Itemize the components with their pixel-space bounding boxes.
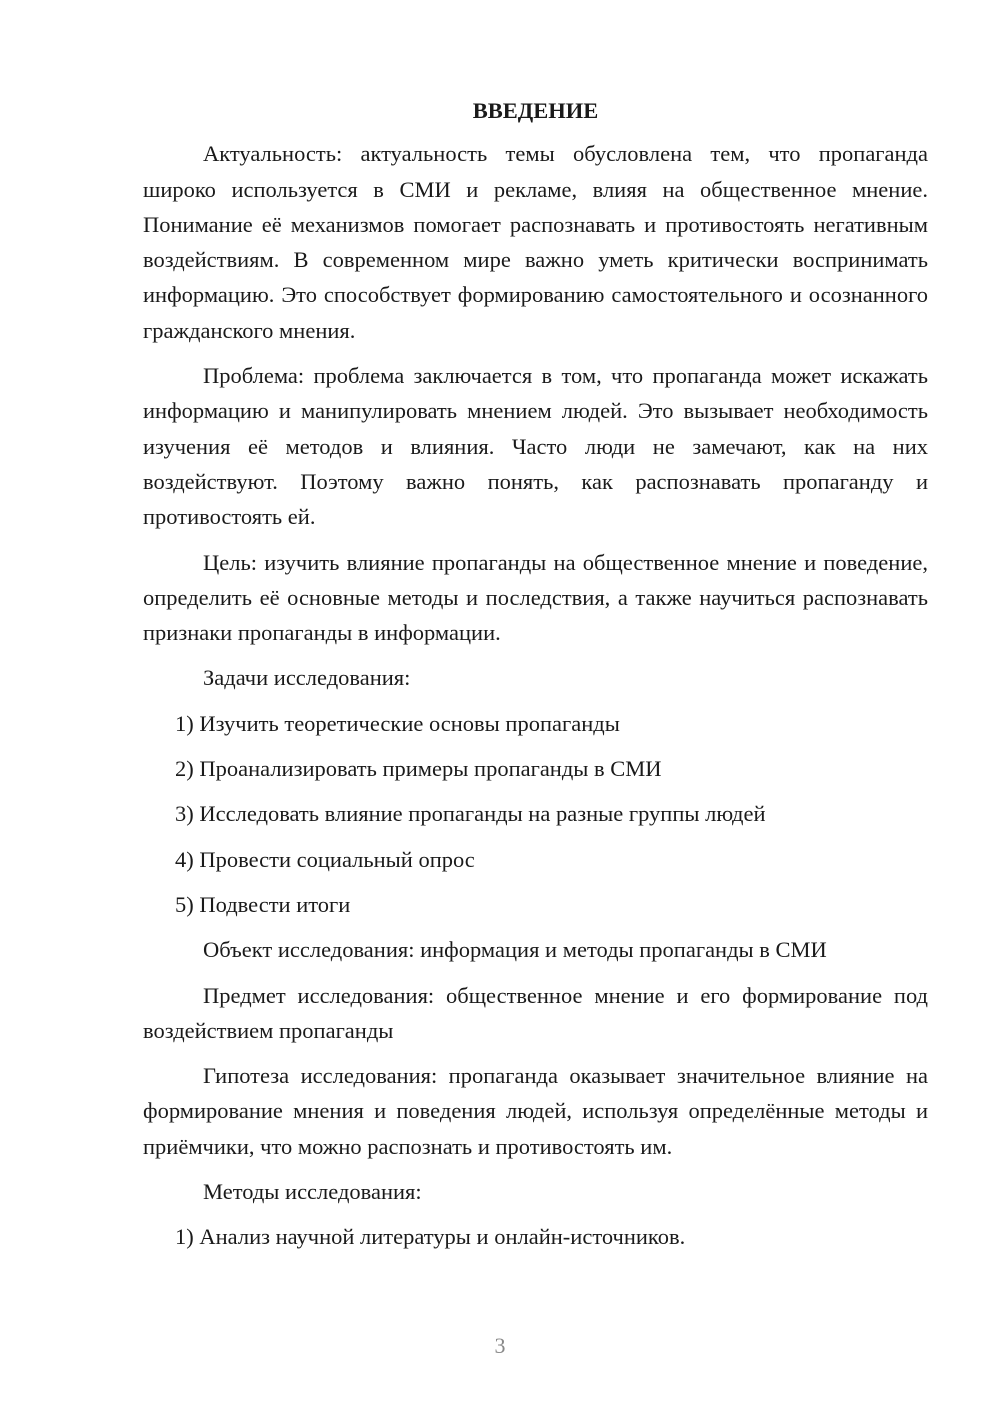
tasks-label: Задачи исследования: [203, 665, 411, 691]
relevance-paragraph: Актуальность: актуальность темы обусловлена тем, что пропаганда широко используется в СМИ и рекламе, влияя на общественное мнение. Понимание её механизмов помогает распознавать и противостоять негативным воздействиям. В современном мире важно уметь критически воспринимать информацию. Это способствует формированию самостоятельного и осознанного гражданского мнения. [143, 141, 928, 343]
methods-list [143, 1219, 928, 1254]
list-item: 5) Подвести итоги [175, 891, 351, 917]
tasks-list [143, 706, 928, 922]
goal-paragraph: Цель: изучить влияние пропаганды на общественное мнение и поведение, определить её основные методы и последствия, а также научиться распознавать признаки пропаганды в информации. [143, 549, 928, 646]
page-title: ВВЕДЕНИЕ [472, 98, 599, 123]
page-number: 3 [494, 1333, 506, 1358]
page-content [143, 93, 928, 1265]
methods-label: Методы исследования: [203, 1179, 422, 1205]
list-item: 1) Изучить теоретические основы пропаганды [175, 710, 620, 736]
list-item: 2) Проанализировать примеры пропаганды в СМИ [175, 756, 662, 782]
object-paragraph: Объект исследования: информация и методы пропаганды в СМИ [203, 937, 827, 963]
list-item: 4) Провести социальный опрос [175, 846, 475, 872]
problem-paragraph: Проблема: проблема заключается в том, что пропаганда может искажать информацию и манипулировать мнением людей. Это вызывает необходимость изучения её методов и влияния. Часто люди не замечают, как на них воздействуют. Поэтому важно понять, как распознавать пропаганду и противостоять ей. [143, 363, 928, 530]
list-item: 1) Анализ научной литературы и онлайн-источников. [175, 1224, 686, 1250]
subject-paragraph: Предмет исследования: общественное мнение и его формирование под воздействием пропаганды [143, 982, 928, 1043]
hypothesis-paragraph: Гипотеза исследования: пропаганда оказывает значительное влияние на формирование мнения и поведения людей, используя определённые методы и приёмчики, что можно распознать и противостоять им. [143, 1063, 928, 1159]
list-item: 3) Исследовать влияние пропаганды на разные группы людей [175, 801, 766, 827]
